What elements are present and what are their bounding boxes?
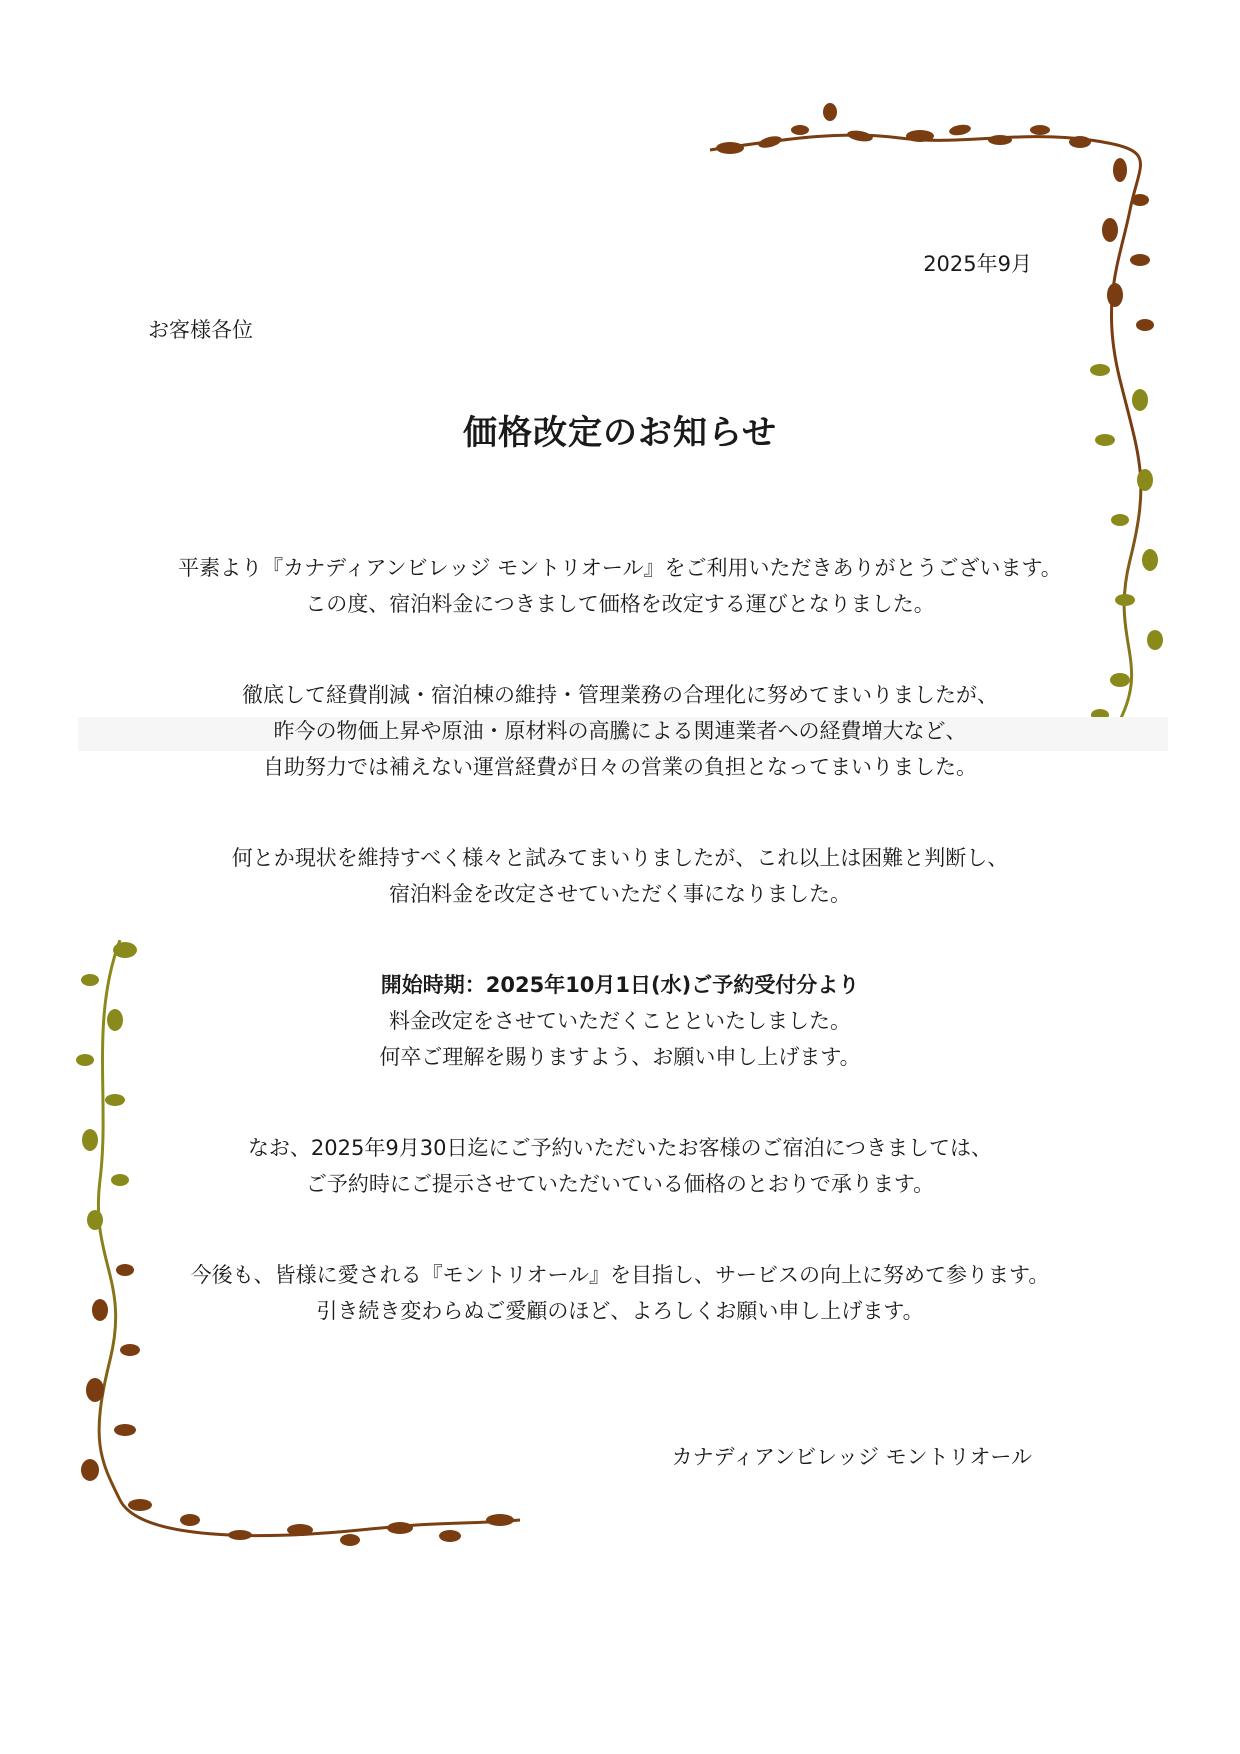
- paragraph-line: 今後も、皆様に愛される『モントリオール』を目指し、サービスの向上に努めて参ります。: [190, 1263, 1050, 1287]
- start-date-line: 開始時期：2025年10月1日(水)ご予約受付分より: [380, 973, 860, 997]
- page-title: 価格改定のお知らせ: [463, 413, 777, 453]
- letter-body: [140, 550, 1100, 1384]
- paragraph-line: 何とか現状を維持すべく様々と試みてまいりましたが、これ以上は困難と判断し、: [231, 846, 1009, 870]
- paragraph-closing: [140, 1257, 1100, 1329]
- letter-date: 2025年9月: [923, 252, 1032, 276]
- paragraph-line: ご予約時にご提示させていただいている価格のとおりで承ります。: [305, 1172, 935, 1196]
- paragraph-line: 料金改定をさせていただくことといたしました。: [389, 1009, 851, 1033]
- paragraph-start-date: [140, 967, 1100, 1075]
- paragraph-line: 宿泊料金を改定させていただく事になりました。: [389, 882, 851, 906]
- paragraph-line: この度、宿泊料金につきまして価格を改定する運びとなりました。: [305, 592, 935, 616]
- paragraph-line: 引き続き変わらぬご愛顧のほど、よろしくお願い申し上げます。: [316, 1299, 924, 1323]
- paragraph-line: 平素より『カナディアンビレッジ モントリオール』をご利用いただきありがとうございます。: [178, 556, 1062, 580]
- paragraph-greeting: [140, 550, 1100, 622]
- paragraph-line: 自助努力では補えない運営経費が日々の営業の負担となってまいりました。: [263, 755, 977, 779]
- signature: カナディアンビレッジ モントリオール: [671, 1445, 1032, 1469]
- paragraph-decision: [140, 840, 1100, 912]
- paragraph-reason: [140, 677, 1100, 785]
- paragraph-existing-bookings: [140, 1130, 1100, 1202]
- paragraph-line: 何卒ご理解を賜りますよう、お願い申し上げます。: [379, 1045, 861, 1069]
- paragraph-line: なお、2025年9月30日迄にご予約いただいたお客様のご宿泊につきましては、: [247, 1136, 993, 1160]
- paragraph-line: 徹底して経費削減・宿泊棟の維持・管理業務の合理化に努めてまいりましたが、: [242, 683, 998, 707]
- paragraph-line: 昨今の物価上昇や原油・原材料の高騰による関連業者への経費増大など、: [273, 719, 967, 743]
- addressee: お客様各位: [148, 318, 253, 342]
